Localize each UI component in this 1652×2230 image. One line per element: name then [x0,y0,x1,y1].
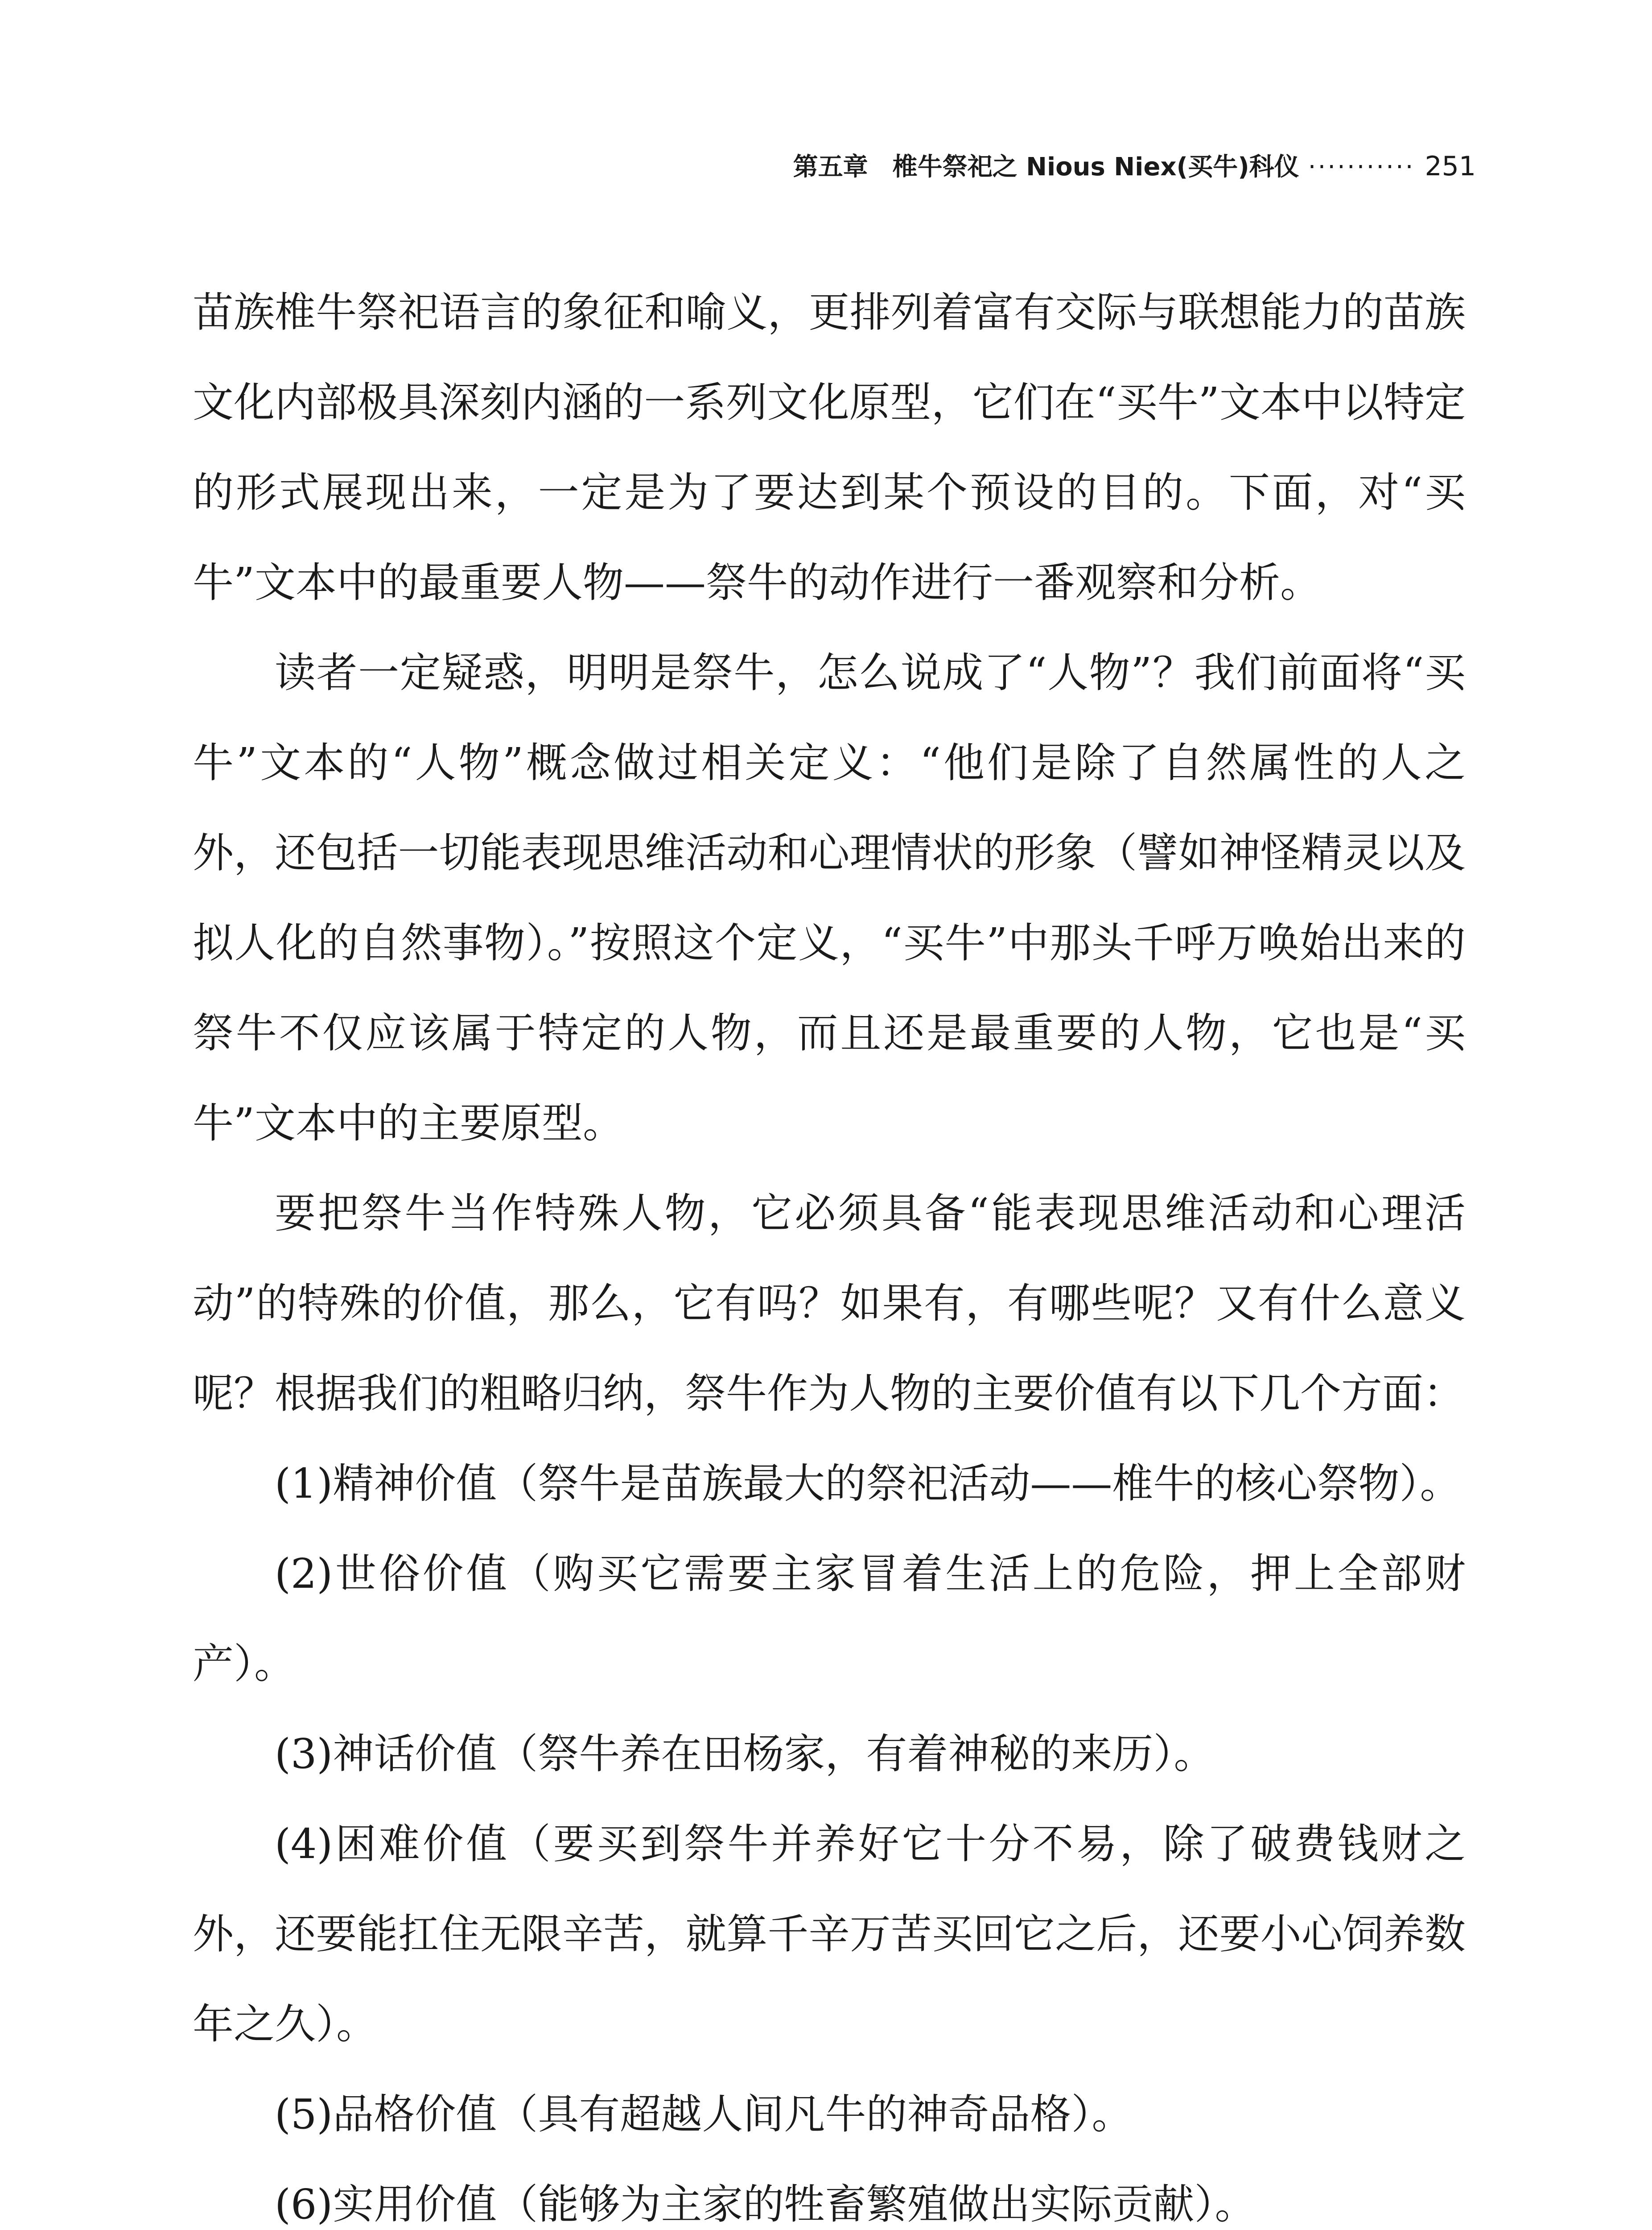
list-item: (5)品格价值（具有超越人间凡牛的神奇品格）。 [275,2090,1133,2138]
paragraph: 读者一定疑惑，明明是祭牛，怎么说成了“人物”？我们前面将“买牛”文本的“人物”概念做过相关定义：“他们是除了自然属性的人之外，还包括一切能表现思维活动和心理情状的形象（譬如神怪精灵以及拟人化的自然事物）。”按照这个定义，“买牛”中那头千呼万唤始出来的祭牛不仅应该属于特定的人物，而且还是最重要的人物，它也是“买牛”文本中的主要原型。 [193,649,1466,1147]
paragraph: 要把祭牛当作特殊人物，它必须具备“能表现思维活动和心理活动”的特殊的价值，那么，它有吗？如果有，有哪些呢？又有什么意义呢？根据我们的粗略归纳，祭牛作为人物的主要价值有以下几个方面： [193,1189,1466,1417]
list-item: (4)困难价值（要买到祭牛并养好它十分不易，除了破费钱财之外，还要能扛住无限辛苦，就算千辛万苦买回它之后，还要小心饲养数年之久）。 [193,1820,1466,2048]
list-item: (6)实用价值（能够为主家的牲畜繁殖做出实际贡献）。 [275,2180,1256,2228]
leader-dots: ··········· [1308,153,1415,182]
running-header [713,147,1476,183]
list-item: (2)世俗价值（购买它需要主家冒着生活上的危险，押上全部财产）。 [193,1550,1466,1688]
body-text [193,268,1466,2230]
paragraph: 苗族椎牛祭祀语言的象征和喻义，更排列着富有交际与联想能力的苗族文化内部极具深刻内涵的一系列文化原型，它们在“买牛”文本中以特定的形式展现出来，一定是为了要达到某个预设的目的。下面，对“买牛”文本中的最重要人物——祭牛的动作进行一番观察和分析。 [193,289,1466,607]
page-number: 251 [1425,151,1476,182]
list-item: (1)精神价值（祭牛是苗族最大的祭祀活动——椎牛的核心祭物）。 [275,1460,1461,1507]
chapter-title: 椎牛祭祀之 Nious Niex(买牛)科仪 [892,153,1299,182]
chapter-label: 第五章 [793,153,868,182]
list-item: (3)神话价值（祭牛养在田杨家，有着神秘的来历）。 [275,1730,1215,1778]
